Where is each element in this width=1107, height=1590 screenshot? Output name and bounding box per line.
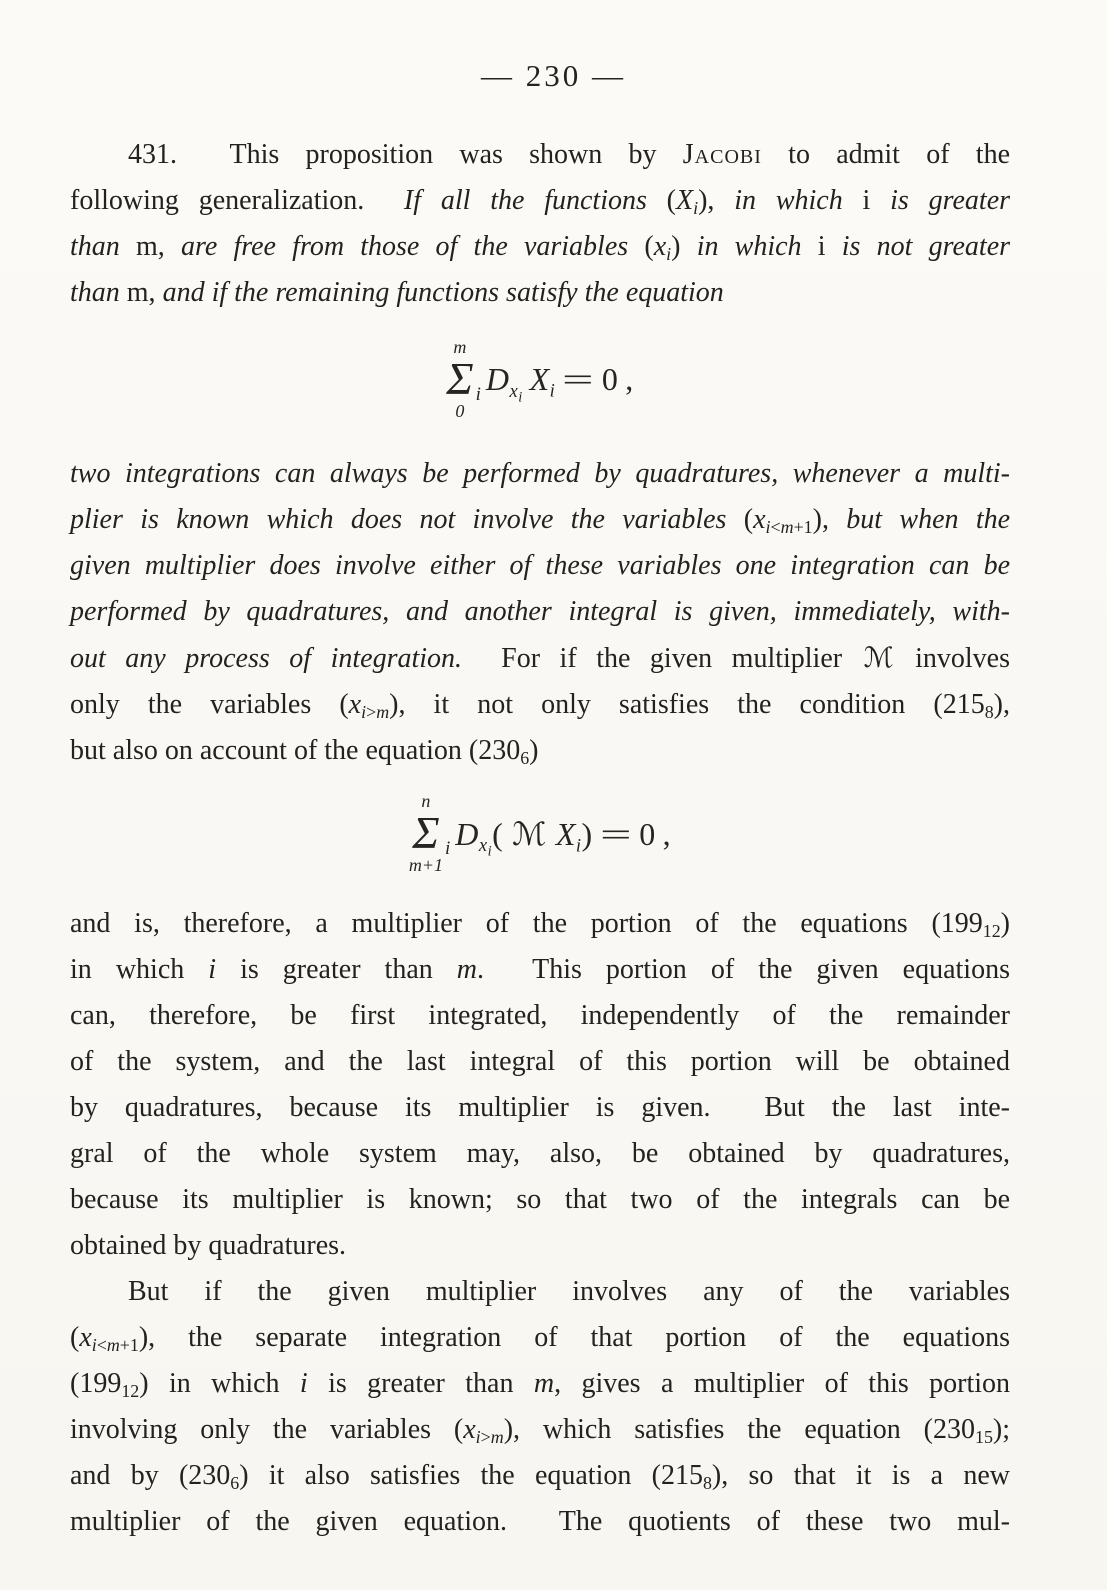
paragraph-statement [70,451,1010,774]
text-line: than m, are free from those of the variables $(x_i)$ in which i is not greater [70,231,1011,265]
text-line: only the variables $(x_{i>m})$, it not only satisfies the condition $(215_8)$, [70,689,1010,723]
summation-symbol [446,338,473,421]
text-line: $(x_{i<m+1})$, the separate integration of that portion of the equations [70,1322,1010,1356]
paragraph-but-if [70,1269,1010,1545]
text-line: involving only the variables $(x_{i>m})$, which satisfies the equation $(230_{15})$; [70,1414,1010,1448]
text-line: given multiplier does involve either of these variables one integration can be [70,550,1010,582]
text-line: 431. This proposition was shown by Jacobi to admit of the [128,139,1010,170]
text-line: and is, therefore, a multiplier of the portion of the equations $(199_{12})$ [70,908,1010,942]
sum-index: i [475,383,481,405]
text-line: because its multiplier is known; so that two of the integrals can be [70,1184,1010,1216]
page-number: — 230 — [481,58,626,93]
text-line: can, therefore, be first integrated, independently of the remainder [70,1000,1010,1032]
sum-lower-limit: 0 [455,401,465,422]
sum-lower-limit: m+1 [408,855,443,876]
text-line: multiplier of the given equation. The quotients of these two mul- [70,1506,1010,1538]
paragraph-431 [70,132,1010,316]
text-line: and by $(230_6)$ it also satisfies the equation $(215_8)$, so that it is a new [70,1460,1010,1494]
text-line: obtained by quadratures. [70,1230,347,1262]
sum-index: i [445,837,451,859]
text-line: $(199_{12})$ in which i is greater than m, gives a multiplier of this portion [70,1368,1011,1402]
sum-upper-limit: n [421,791,431,812]
text-block [70,132,1010,1545]
text-line: performed by quadratures, and another integral is given, immediately, with- [70,596,1010,628]
paragraph-multiplier [70,901,1010,1269]
text-line: But if the given multiplier involves any of the variables [128,1276,1010,1308]
text-line: but also on account of the equation $(230_6)$ [70,735,539,769]
equation-sum-0-to-m [70,338,1010,421]
text-line: than m, and if the remaining functions satisfy the equation [70,277,724,308]
equation-body: $D_{x_i}$( ℳ $X_i) = 0$ , [455,814,672,860]
equation-body: $D_{x_i}$ $X_i = 0$ , [485,361,634,405]
text-line: following generalization. If all the functions $(X_i)$, in which i is greater [70,185,1011,219]
text-line: out any process of integration. For if the given multiplier ℳ involves [70,641,1010,675]
text-line: by quadratures, because its multiplier is given. But the last inte- [70,1092,1010,1124]
text-line: two integrations can always be performed by quadratures, whenever a multi- [70,458,1010,490]
sum-upper-limit: m [453,337,467,357]
text-line: in which i is greater than m. This portion of the given equations [70,954,1010,986]
text-line: plier is known which does not involve the variables $(x_{i<m+1})$, but when the [70,504,1011,538]
summation-symbol [409,792,443,875]
equation-sum-m1-to-n [70,792,1010,875]
sigma-icon: Σ [412,806,440,858]
text-line: of the system, and the last integral of this portion will be obtained [70,1046,1010,1078]
sigma-icon: Σ [446,352,474,404]
text-line: gral of the whole system may, also, be obtained by quadratures, [70,1138,1010,1170]
